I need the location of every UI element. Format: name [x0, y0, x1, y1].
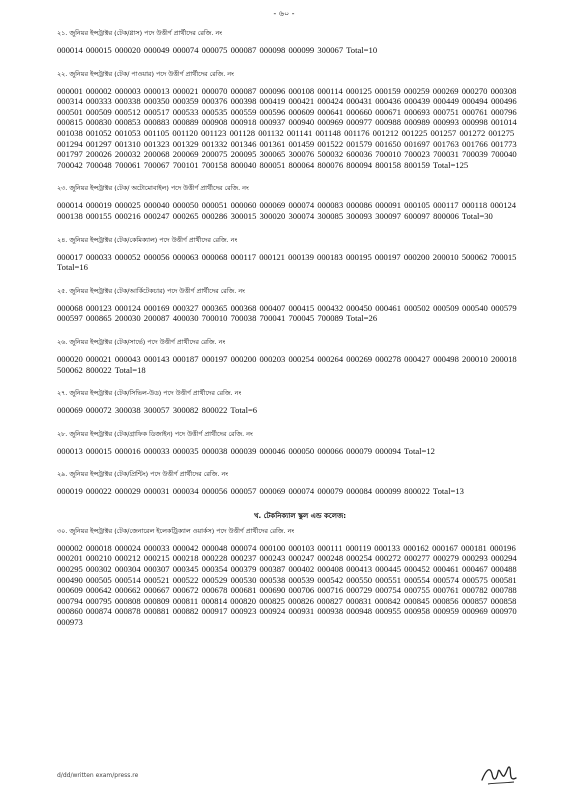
sections-list	[57, 28, 543, 497]
registration-numbers: 000069 000072 300038 300057 300082 800022 Total=6	[57, 405, 258, 416]
section-25	[57, 286, 543, 324]
section-heading: ২৮. জুনিয়র ইন্সট্রাক্টর (টেক/গ্রাফিক ডিজাইন) পদে উত্তীর্ণ প্রার্থীদের রেজি. নং	[57, 429, 253, 438]
registration-numbers: 000020 000021 000043 000143 000187 000197 000200 000203 000254 000264 000269 000278 000427 000498 200010 200018 500062 800022 Total=18	[57, 353, 517, 375]
registration-numbers: 000068 000123 000124 000169 000327 000365 000368 000407 000415 000432 000450 000461 000502 000509 000540 000579 000597 000865 200030 200087 400030 700010 700038 700041 700045 700089 Total=26	[57, 302, 517, 324]
registration-numbers: 000002 000018 000024 000033 000042 000048 000074 000100 000103 000111 000119 000133 000162 000167 000181 000196 000201 000210 000212 000215 000218 000228 000237 000243 000247 000248 000254 000272 000277 000279 000293 000294 000295 000302 000304 000307 000345 000354 000379 000387 000402 000408 000413 000445 000452 000461 000467 000488 000490 000505 000514 000521 000522 000529 000530 000538 000539 000542 000550 000551 000554 000574 000575 000581 000609 000642 000662 000667 000672 000678 000681 000690 000706 000716 000729 000754 000755 000761 000782 000788 000794 000795 000808 000809 000811 000814 000820 000825 000826 000827 000831 000842 000845 000856 000857 000858 000860 000874 000878 000881 000882 000917 000923 000924 000931 000938 000948 000955 000958 000959 000969 000970 000973	[57, 542, 517, 628]
section-heading: ২২. জুনিয়র ইন্সট্রাক্টর (টেক/ পাওয়ার) পদে উত্তীর্ণ প্রার্থীদের রেজি. নং	[57, 69, 234, 78]
registration-numbers: 000001 000002 000003 000013 000021 000070 000087 000096 000108 000114 000125 000159 000259 000269 000270 000308 000314 000333 000338 000350 000359 000376 000398 000419 000421 000424 000431 000436 000439 000449 000494 000496 000501 000509 000512 000517 000533 000535 000559 000596 000609 000641 000660 000671 000693 000751 000761 000796 000815 000830 000853 000883 000889 000908 000918 000937 000940 000969 000977 000988 000989 000993 000998 001014 001038 001052 001053 001105 001120 001123 001128 001132 001141 001148 001176 001212 001225 001257 001272 001275 001294 001297 001310 001323 001329 001332 001346 001361 001459 001522 001579 001650 001697 001763 001766 001773 001797 200026 200032 200068 200069 200075 200095 300065 300076 500032 600036 700010 700023 700031 700039 700040 700042 700048 700061 700067 700101 700158 800040 800051 800064 800076 800094 800158 800159 Total=125	[57, 85, 517, 170]
registration-numbers: 000014 000015 000020 000049 000074 000075 000087 000098 000099 300067 Total=10	[57, 45, 378, 55]
footer-path: d/dd/written exam/press.re	[57, 772, 139, 779]
section-29	[57, 469, 543, 497]
section-30	[57, 526, 543, 628]
registration-numbers: 000017 000033 000052 000056 000063 000068 000117 000121 000139 000183 000195 000197 000200 200010 500062 700015 Total=16	[57, 251, 517, 273]
section-heading: ২৩. জুনিয়র ইন্সট্রাক্টর (টেক/ অটোমোবাইল) পদে উত্তীর্ণ প্রার্থীদের রেজি. নং	[57, 184, 249, 193]
document-body	[57, 28, 543, 641]
section-24	[57, 235, 543, 273]
section-21	[57, 28, 543, 56]
section-heading: ২৪. জুনিয়র ইন্সট্রাক্টর (টেক/কেমিক্যাল) পদে উত্তীর্ণ প্রার্থীদের রেজি. নং	[57, 235, 238, 244]
section-heading: ২১. জুনিয়র ইন্সট্রাক্টর (টেক/গ্লাস) পদে উত্তীর্ণ প্রার্থীদের রেজি. নং	[57, 29, 223, 37]
section-26	[57, 337, 543, 375]
section-heading: ২৭. জুনিয়র ইন্সট্রাক্টর (টেক/সিভিল-উড) পদে উত্তীর্ণ প্রার্থীদের রেজি. নং	[57, 389, 242, 398]
section-22	[57, 69, 543, 171]
section-heading: ২৯. জুনিয়র ইন্সট্রাক্টর (টেক/প্রিন্টিং) পদে উত্তীর্ণ প্রার্থীদের রেজি. নং	[57, 470, 229, 479]
section-heading: ২৫. জুনিয়র ইন্সট্রাক্টর (টেক/আর্কিটেকচার) পদে উত্তীর্ণ প্রার্থীদের রেজি. নং	[57, 286, 245, 295]
section-27	[57, 388, 543, 416]
section-28	[57, 429, 543, 457]
registration-numbers: 000014 000019 000025 000040 000050 000051 000060 000069 000074 000083 000086 000091 000105 000117 000118 000124 000138 000155 000216 000247 000265 000286 300015 300020 300074 300085 300093 300097 600097 800006 Total=30	[57, 200, 517, 221]
group-heading: খ. টেকনিক্যাল স্কুল এন্ড কলেজ:	[253, 511, 347, 520]
section-heading: ৩০. জুনিয়র ইন্সট্রাক্টর (টেক/জেনারেল ইলেকট্রিক্যাল ওয়ার্কস) পদে উত্তীর্ণ প্রার্থীদের রেজি. নং	[57, 526, 295, 535]
registration-numbers: 000013 000015 000016 000033 000035 000038 000039 000046 000050 000066 000079 000094 Total=12	[57, 445, 435, 456]
page-number: - ৬০ -	[273, 9, 295, 18]
section-heading: ২৬. জুনিয়র ইন্সট্রাক্টর (টেক/সার্ভে) পদে উত্তীর্ণ প্রার্থীদের রেজি. নং	[57, 337, 226, 346]
signature-mark	[480, 756, 520, 788]
section-23	[57, 183, 543, 221]
registration-numbers: 000019 000022 000029 000031 000034 000056 000057 000069 000074 000079 000084 000099 800022 Total=13	[57, 486, 464, 497]
